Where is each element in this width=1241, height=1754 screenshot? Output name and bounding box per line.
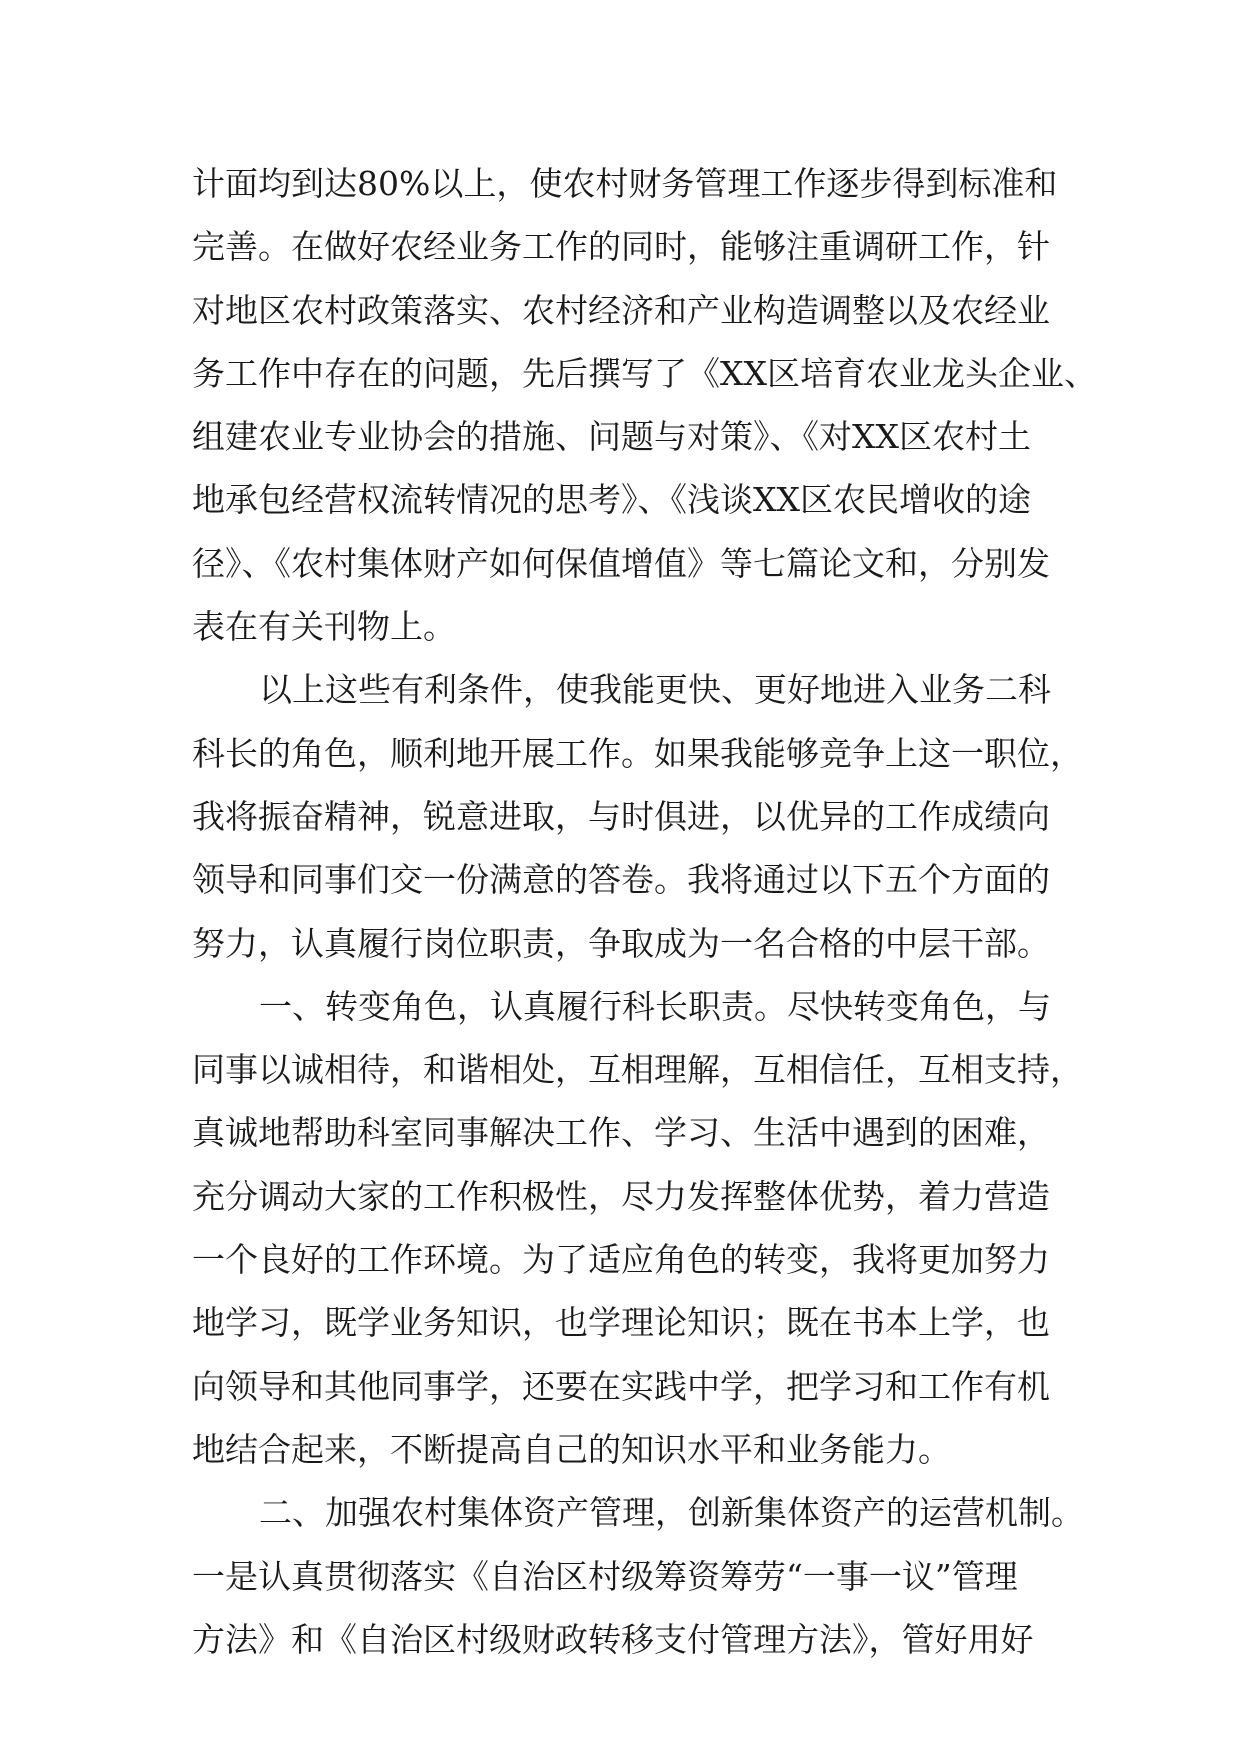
- text-line: 我将振奋精神，锐意进取，与时俱进，以优异的工作成绩向: [192, 796, 1050, 836]
- text-line: 计面均到达80%以上，使农村财务管理工作逐步得到标准和: [192, 164, 1058, 203]
- text-line: 科长的角色，顺利地开展工作。如果我能够竞争上这一职位，: [192, 733, 1083, 773]
- text-line: 向领导和其他同事学，还要在实践中学，把学习和工作有机: [192, 1366, 1050, 1406]
- text-line: 一是认真贯彻落实《自治区村级筹资筹劳“一事一议”管理: [192, 1556, 1018, 1596]
- text-line: 充分调动大家的工作积极性，尽力发挥整体优势，着力营造: [192, 1176, 1050, 1216]
- text-line: 努力，认真履行岗位职责，争取成为一名合格的中层干部。: [192, 923, 1050, 963]
- text-line: 完善。在做好农经业务工作的同时，能够注重调研工作，针: [192, 227, 1050, 267]
- text-line: 地学习，既学业务知识，也学理论知识；既在书本上学，也: [192, 1303, 1050, 1343]
- section-heading-line-2: 二、加强农村集体资产管理，创新集体资产的运营机制。: [259, 1493, 1084, 1533]
- text-line: 一个良好的工作环境。为了适应角色的转变，我将更加努力: [192, 1240, 1050, 1280]
- text-line: 地结合起来，不断提高自己的知识水平和业务能力。: [192, 1429, 951, 1469]
- text-line: 方法》和《自治区村级财政转移支付管理方法》，管好用好: [192, 1619, 1034, 1659]
- document-body: [192, 152, 1097, 1671]
- text-line: 组建农业专业协会的措施、问题与对策》、《对XX区农村土: [192, 417, 1031, 457]
- section-heading-line-1: 一、转变角色，认真履行科长职责。尽快转变角色，与: [259, 986, 1051, 1026]
- text-line: 地承包经营权流转情况的思考》、《浅谈XX区农民增收的途: [192, 480, 1031, 520]
- text-line: 对地区农村政策落实、农村经济和产业构造调整以及农经业: [192, 290, 1050, 330]
- text-line: 领导和同事们交一份满意的答卷。我将通过以下五个方面的: [192, 860, 1050, 900]
- text-line: 真诚地帮助科室同事解决工作、学习、生活中遇到的困难，: [192, 1113, 1050, 1153]
- text-line: 径》、《农村集体财产如何保值增值》等七篇论文和，分别发: [192, 543, 1050, 583]
- text-line: 表在有关刊物上。: [192, 607, 456, 647]
- text-line: 务工作中存在的问题，先后撰写了《XX区培育农业龙头企业、: [192, 353, 1097, 393]
- text-line: 同事以诚相待，和谐相处，互相理解，互相信任，互相支持，: [192, 1050, 1083, 1090]
- paragraph-start-line: 以上这些有利条件，使我能更快、更好地进入业务二科: [259, 670, 1051, 710]
